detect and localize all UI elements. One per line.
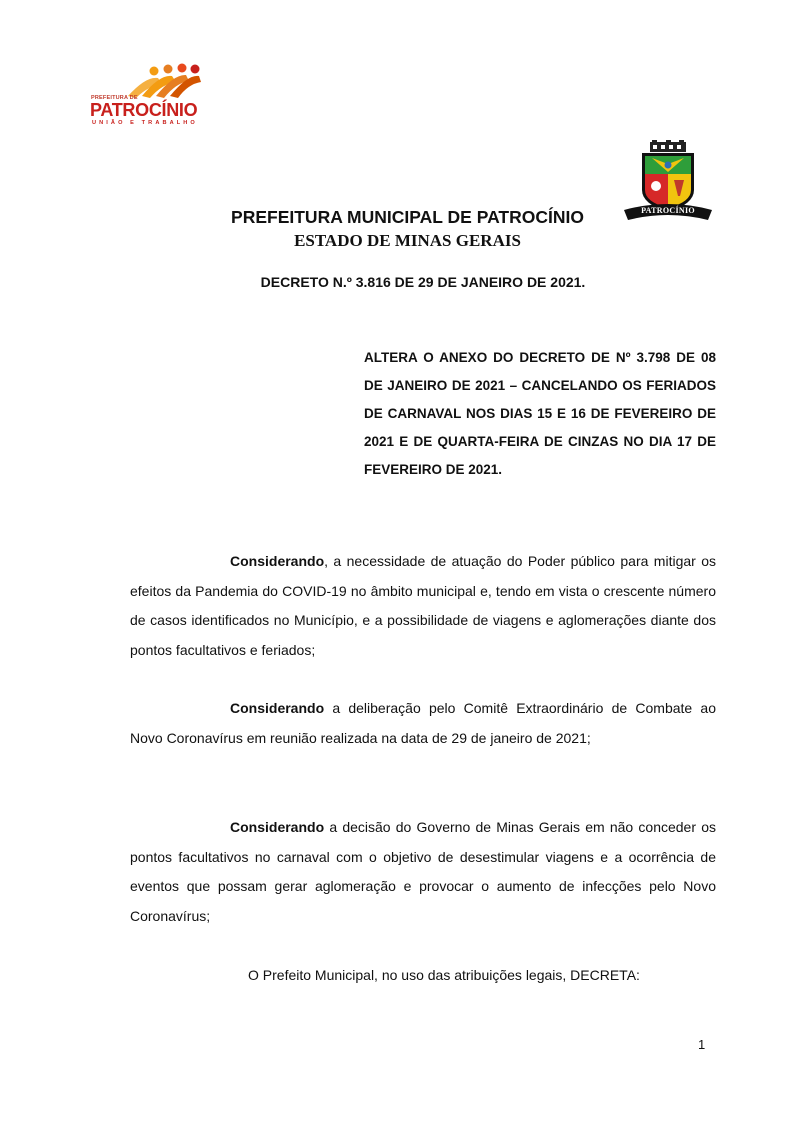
closing-text: O Prefeito Municipal, no uso das atribuições legais, DECRETA: <box>248 967 640 983</box>
decree-summary: ALTERA O ANEXO DO DECRETO DE Nº 3.798 DE 08 DE JANEIRO DE 2021 – CANCELANDO OS FERIADOS DE CARNAVAL NOS DIAS 15 E 16 DE FEVEREIRO DE 2021 E DE QUARTA-FEIRA DE CINZAS NO DIA 17 DE FEVEREIRO DE 2021. <box>364 350 716 477</box>
patrocinio-logo <box>88 62 213 132</box>
state-name: ESTADO DE MINAS GERAIS <box>294 231 521 250</box>
considerando-paragraph-2 <box>130 694 716 753</box>
considerando-paragraph-3 <box>130 813 716 931</box>
decree-title: DECRETO N.º 3.816 DE 29 DE JANEIRO DE 2021. <box>260 274 586 290</box>
considerando-lead: Considerando <box>230 700 325 716</box>
page-number: 1 <box>698 1037 706 1052</box>
government-name: PREFEITURA MUNICIPAL DE PATROCÍNIO <box>231 207 584 227</box>
logo-small-text: PREFEITURA DE <box>91 95 138 101</box>
considerando-text: a decisão do Governo de Minas Gerais em não conceder os pontos facultativos no carnaval com o objetivo de desestimular viagens e a ocorrência de eventos que possam gerar aglomeração e provocar o aumento de infecções pelo Novo Coronavírus; <box>130 819 716 924</box>
logo-tagline: UNIÃO E TRABALHO <box>92 120 198 126</box>
considerando-lead: Considerando <box>230 819 325 835</box>
considerando-lead: Considerando <box>230 553 325 569</box>
crest-label: PATROCÍNIO <box>641 206 695 215</box>
considerando-text: a deliberação pelo Comitê Extraordinário de Combate ao Novo Coronavírus em reunião realizada na data de 29 de janeiro de 2021; <box>130 700 716 746</box>
logo-name: PATROCÍNIO <box>90 100 198 120</box>
considerando-text: , a necessidade de atuação do Poder público para mitigar os efeitos da Pandemia do COVID-19 no âmbito municipal e, tendo em vista o crescente número de casos identificados no Município, e a possibilidade de viagens e aglomerações diante dos pontos facultativos e feriados; <box>130 553 716 658</box>
coat-of-arms <box>622 140 714 226</box>
considerando-paragraph-1 <box>130 547 716 665</box>
closing-statement <box>130 961 716 991</box>
